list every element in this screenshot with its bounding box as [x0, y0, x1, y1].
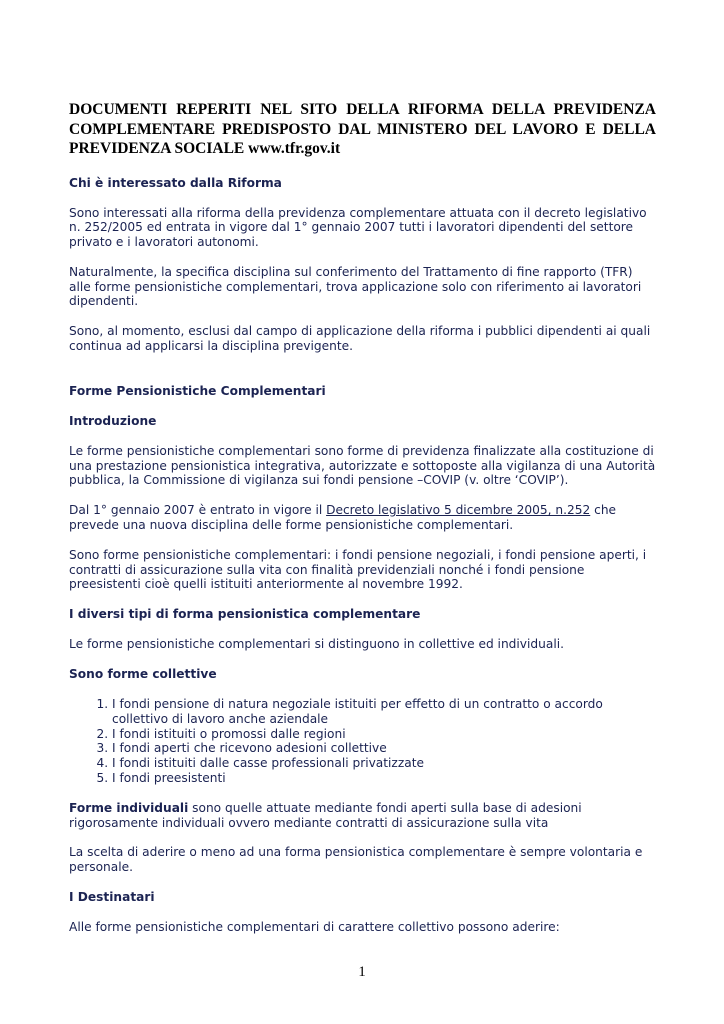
- paragraph: Le forme pensionistiche complementari si distinguono in collettive ed individuali.: [69, 637, 564, 652]
- page-number: 1: [358, 964, 366, 980]
- list-item: 4. I fondi istituiti dalle casse professionali privatizzate: [112, 756, 656, 771]
- paragraph: La scelta di aderire o meno ad una forma pensionistica complementare è sempre volontaria e personale.: [69, 845, 643, 875]
- paragraph: Naturalmente, la specifica disciplina sul conferimento del Trattamento di fine rapporto (TFR) alle forme pensionistiche complementari, trova applicazione solo con riferimento ai lavoratori dipendenti.: [69, 264, 642, 309]
- decree-link[interactable]: Decreto legislativo 5 dicembre 2005, n.252: [326, 503, 591, 518]
- spacer: [69, 369, 656, 384]
- paragraph: Sono forme pensionistiche complementari: i fondi pensione negoziali, i fondi pensione aperti, i contratti di assicurazione sulla vita con finalità previdenziali nonché i fondi pensione preesistenti cioè quelli istituiti anteriormente al novembre 1992.: [69, 547, 647, 592]
- list-item: 3. I fondi aperti che ricevono adesioni collettive: [112, 741, 656, 756]
- text: Dal 1° gennaio 2007 è entrato in vigore il: [69, 503, 327, 518]
- subheading-introduction: Introduzione: [69, 413, 157, 428]
- document-title: DOCUMENTI REPERITI NEL SITO DELLA RIFORMA DELLA PREVIDENZA COMPLEMENTARE PREDISPOSTO DAL MINISTERO DEL LAVORO E DELLA PREVIDENZA SOCIALE www.tfr.gov.it: [69, 101, 656, 157]
- section-heading-interested: Chi è interessato dalla Riforma: [69, 175, 282, 190]
- bold-term: Forme individuali: [69, 800, 189, 815]
- document-page: [69, 100, 656, 950]
- section-heading-recipients: I Destinatari: [69, 890, 155, 905]
- text: che prevede una nuova disciplina delle forme pensionistiche complementari.: [69, 503, 617, 533]
- collective-forms-list: [69, 697, 656, 786]
- paragraph-decree: [69, 503, 656, 533]
- paragraph: Alle forme pensionistiche complementari di carattere collettivo possono aderire:: [69, 920, 560, 935]
- section-heading-forms: Forme Pensionistiche Complementari: [69, 383, 326, 398]
- list-item: 5. I fondi preesistenti: [112, 771, 656, 786]
- section-heading-types: I diversi tipi di forma pensionistica complementare: [69, 607, 421, 622]
- paragraph: Sono interessati alla riforma della previdenza complementare attuata con il decreto legislativo n. 252/2005 ed entrata in vigore dal 1° gennaio 2007 tutti i lavoratori dipendenti del settore privato e i lavoratori autonomi.: [69, 205, 647, 250]
- list-item: 1. I fondi pensione di natura negoziale istituiti per effetto di un contratto o accordo collettivo di lavoro anche aziendale: [112, 697, 656, 727]
- paragraph-individual: [69, 801, 656, 831]
- paragraph: Le forme pensionistiche complementari sono forme di previdenza finalizzate alla costituzione di una prestazione pensionistica integrativa, autorizzate e sottoposte alla vigilanza di una Autorità pubblica, la Commissione di vigilanza sui fondi pensione –COVIP (v. oltre ‘COVIP’).: [69, 443, 656, 488]
- section-heading-collective: Sono forme collettive: [69, 667, 217, 682]
- text: sono quelle attuate mediante fondi aperti sulla base di adesioni rigorosamente individuali ovvero mediante contratti di assicurazione sulla vita: [69, 800, 582, 830]
- list-item: 2. I fondi istituiti o promossi dalle regioni: [112, 727, 656, 742]
- paragraph: Sono, al momento, esclusi dal campo di applicazione della riforma i pubblici dipendenti ai quali continua ad applicarsi la disciplina previgente.: [69, 324, 651, 354]
